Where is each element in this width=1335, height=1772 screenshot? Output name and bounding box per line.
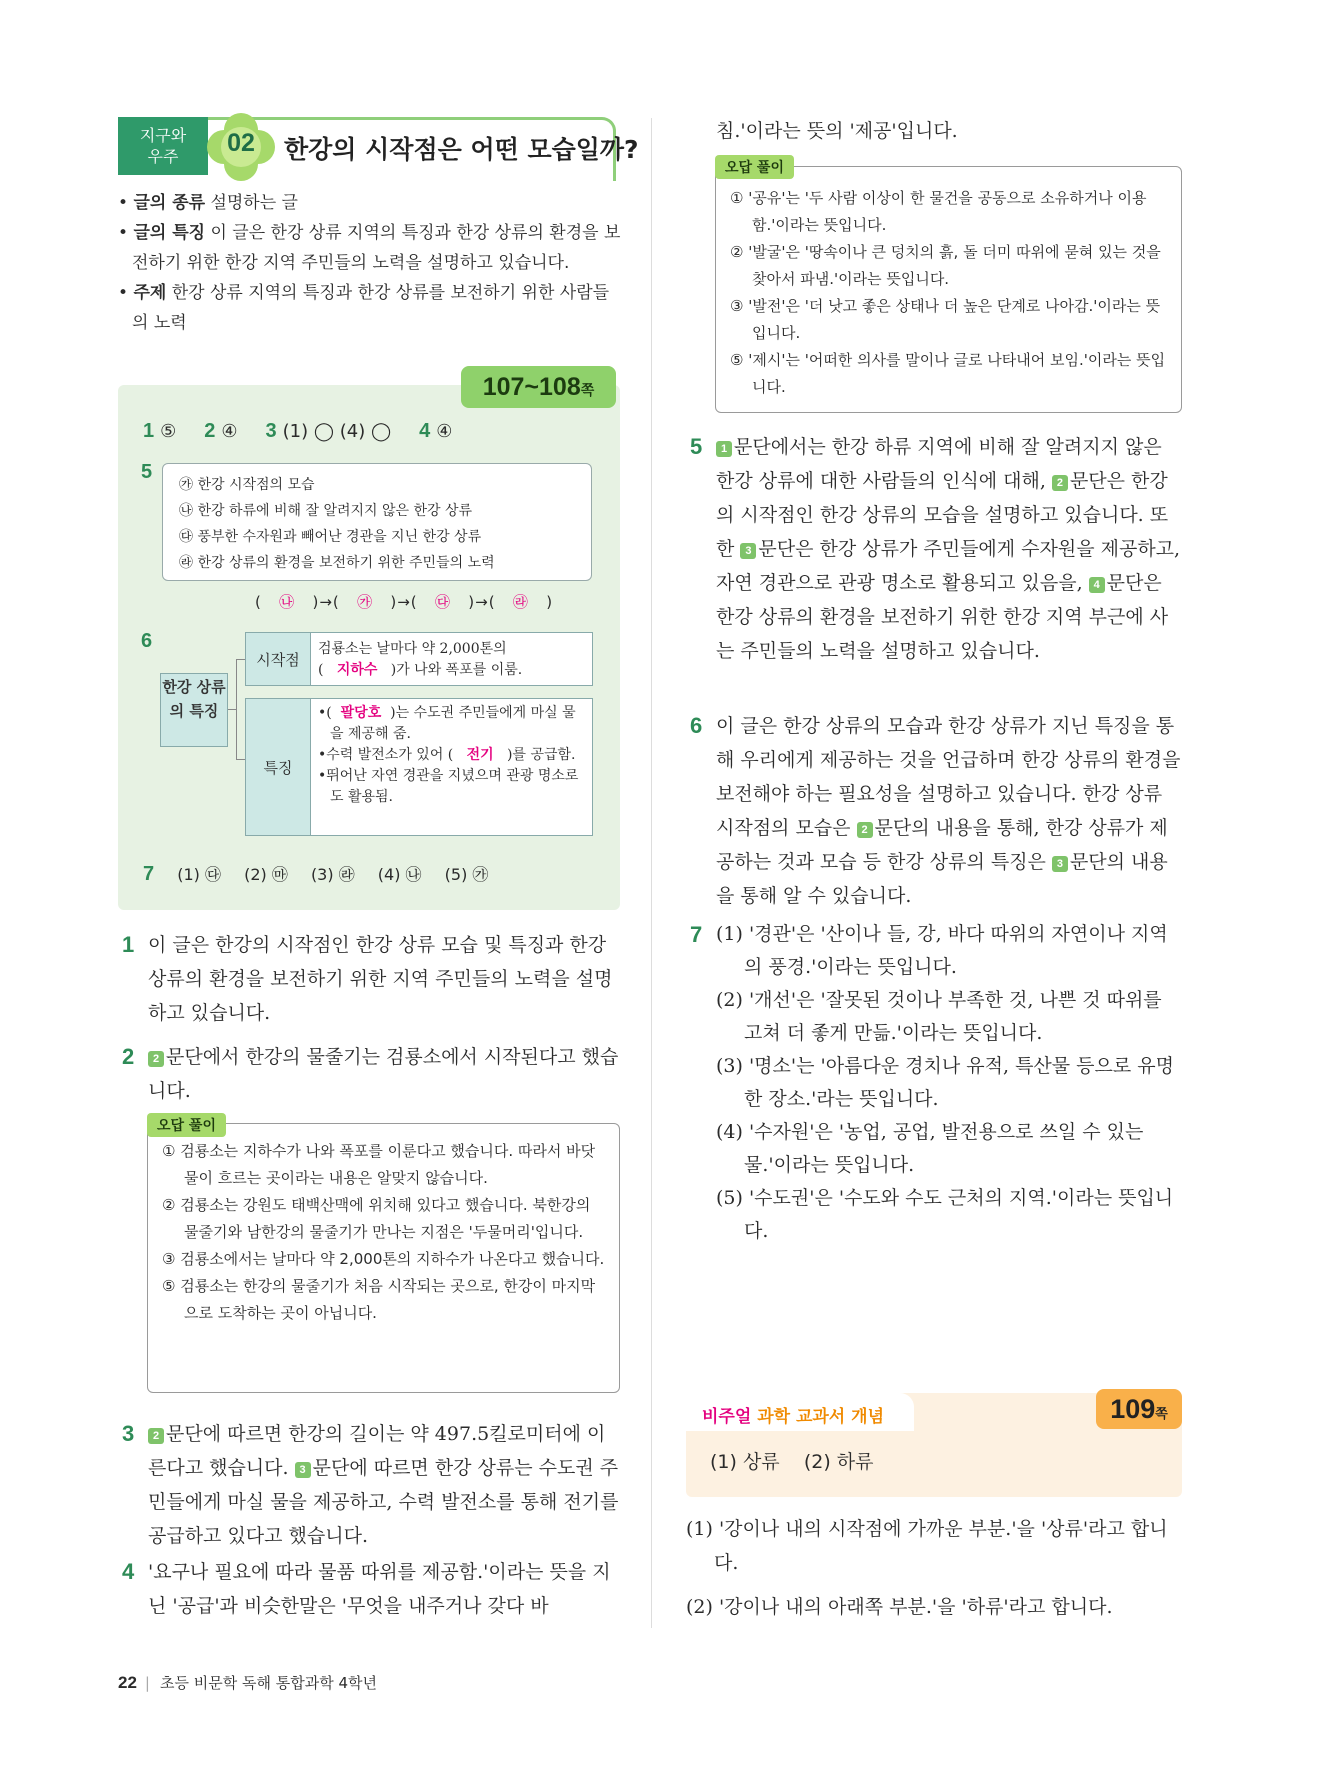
- q5-item: ㉱ 한강 상류의 환경을 보전하기 위한 주민들의 노력: [179, 555, 495, 571]
- connector: [228, 709, 236, 710]
- connector: [236, 759, 245, 760]
- footer: 22 | 초등 비문학 독해 통합과학 4학년: [118, 1673, 377, 1692]
- explanation-7: 7 (1) '경관'은 '산이나 들, 강, 바다 따위의 자연이나 지역의 풍경.'이라는 뜻입니다. (2) '개선'은 '잘못된 것이나 부족한 것, 나쁜 것 따위를 고쳐 더 좋게 만듦.'이라는 뜻입니다. (3) '명소'는 '아름다운 경치나 유적, 특산물 등으로 유명한 장소.'라는 뜻입니다. (4) '수자원'은 '농업, 공업, 발전용으로 쓰일 수 있는 물.'이라는 뜻입니다. (5) '수도권'은 '수도와 수도 근처의 지역.'이라는 뜻입니다.: [690, 922, 1174, 1242]
- q6-start-text: 검룡소는 날마다 약 2,000톤의 ( 지하수 )가 나와 폭포를 이룸.: [318, 641, 523, 678]
- q5-item: ㉯ 한강 하류에 비해 잘 알려지지 않은 한강 상류: [179, 503, 473, 519]
- column-divider: [651, 118, 652, 1628]
- page-title: 한강의 시작점은 어떤 모습일까?: [284, 135, 639, 164]
- visual-exp-1: (1) '강이나 내의 시작점에 가까운 부분.'을 '상류'라고 합니다.: [686, 1518, 1168, 1574]
- q5-item: ㉰ 풍부한 수자원과 빼어난 경관을 지닌 한강 상류: [179, 529, 482, 545]
- q5-number: 5: [141, 461, 153, 483]
- explanation-3: 3 2 문단에 따르면 한강의 길이는 약 497.5킬로미터에 이른다고 했습니다. 3 문단에 따르면 한강 상류는 수도권 주민들에게 마실 물을 제공하고, 수력 발전소를 통해 전기를 공급하고 있다고 했습니다.: [122, 1421, 619, 1547]
- q6-start-label: 시작점: [246, 633, 311, 685]
- q7-answers: 7 (1) ㉰ (2) ㉲ (3) ㉱ (4) ㉯ (5) ㉮: [143, 863, 489, 885]
- explanation-4: 4 '요구나 필요에 따라 물품 따위를 제공함.'이라는 뜻을 지닌 '공급'과 비슷한말은 '무엇을 내주거나 갖다 바: [122, 1559, 611, 1617]
- explanation-2: 2 2 문단에서 한강의 물줄기는 검룡소에서 시작된다고 했습니다.: [122, 1044, 619, 1102]
- book-title: 초등 비문학 독해 통합과학 4학년: [159, 1674, 377, 1692]
- q5-item: ㉮ 한강 시작점의 모습: [179, 477, 315, 493]
- answer-item: 1 ⑤: [143, 420, 177, 442]
- q6-feature-box: [245, 698, 593, 836]
- answer-row-1: [143, 420, 480, 443]
- answer-item: 4 ④: [419, 420, 453, 442]
- explanation-5: 5 1 문단에서는 한강 하류 지역에 비해 잘 알려지지 않은 한강 상류에 대한 사람들의 인식에 대해, 2 문단은 한강의 시작점인 한강 상류의 모습을 설명하고 있습니다. 또한 3 문단은 한강 상류가 주민들에게 수자원을 제공하고, 자연 경관으로 관광 명소로 활용되고 있음을, 4 문단은 한강 상류의 환경을 보전하기 위한 한강 지역 부근에 사는 주민들의 노력을 설명하고 있습니다.: [690, 434, 1181, 662]
- connector: [236, 659, 245, 660]
- answer-item: 3 (1) ◯ (4) ◯: [265, 420, 392, 442]
- q6-start-box: [245, 632, 593, 686]
- odap-box-right: ① '공유'는 '두 사람 이상이 한 물건을 공동으로 소유하거나 이용함.'이라는 뜻입니다. ② '발굴'은 '땅속이나 큰 덩치의 흙, 돌 더미 따위에 묻혀 있는 것을 찾아서 파냄.'이라는 뜻입니다. ③ '발전'은 '더 낫고 좋은 상태나 더 높은 단계로 나아감.'이라는 뜻입니다. ⑤ '제시'는 '어떠한 의사를 말이나 글로 나타내어 보임.'이라는 뜻입니다.: [715, 166, 1182, 413]
- summary: • 글의 종류 설명하는 글 • 글의 특징 이 글은 한강 상류 지역의 특징과 한강 상류의 환경을 보전하기 위한 한강 지역 주민들의 노력을 설명하고 있습니다. • 주제 한강 상류 지역의 특징과 한강 상류를 보전하기 위한 사람들의 노력: [118, 193, 621, 333]
- visual-page-tag: 109쪽: [1096, 1389, 1182, 1429]
- unit-label: 지구와 우주: [118, 117, 208, 175]
- visual-title: 비주얼 과학 교과서 개념: [702, 1407, 884, 1427]
- page-number: 22: [118, 1673, 137, 1692]
- answer-item: 2 ④: [204, 420, 238, 442]
- lesson-number: 02: [227, 129, 255, 157]
- q5-order: ( ㉯ )→( ㉮ )→( ㉰ )→( ㉱ ): [255, 593, 554, 611]
- visual-exp-2: (2) '강이나 내의 아래쪽 부분.'을 '하류'라고 합니다.: [686, 1596, 1113, 1618]
- q6-feature-label: 특징: [246, 699, 311, 835]
- explanation-4-cont: 침.'이라는 뜻의 '제공'입니다.: [716, 120, 958, 142]
- connector: [236, 659, 237, 759]
- q6-number: 6: [141, 630, 153, 652]
- visual-answers: (1) 상류 (2) 하류: [710, 1451, 874, 1473]
- q5-box: [162, 463, 592, 581]
- explanation-6: 6 이 글은 한강 상류의 모습과 한강 상류가 지닌 특징을 통해 우리에게 제공하는 것을 언급하며 한강 상류의 환경을 보전해야 하는 필요성을 설명하고 있습니다. 한강 상류 시작점의 모습은 2 문단의 내용을 통해, 한강 상류가 제공하는 것과 모습 등 한강 상류의 특징은 3 문단의 내용을 통해 알 수 있습니다.: [690, 713, 1181, 907]
- odap-label-right: 오답 풀이: [715, 155, 794, 179]
- odap-box-left: ① 검룡소는 지하수가 나와 폭포를 이룬다고 했습니다. 따라서 바닷물이 흐르는 곳이라는 내용은 알맞지 않습니다. ② 검룡소는 강원도 태백산맥에 위치해 있다고 했습니다. 북한강의 물줄기와 남한강의 물줄기가 만나는 지점은 '두물머리'입니다. ③ 검룡소에서는 날마다 약 2,000톤의 지하수가 나온다고 했습니다. ⑤ 검룡소는 한강의 물줄기가 처음 시작되는 곳으로, 한강이 마지막으로 도착하는 곳이 아닙니다.: [147, 1123, 620, 1393]
- page-tag: 107~108쪽: [461, 366, 616, 408]
- explanation-1: 1 이 글은 한강의 시작점인 한강 상류 모습 및 특징과 한강 상류의 환경을 보전하기 위한 지역 주민들의 노력을 설명하고 있습니다.: [122, 932, 613, 1024]
- q6-feature-text: •( 팔당호 )는 수도권 주민들에게 마실 물을 제공해 줌. •수력 발전소가 있어 ( 전기 )를 공급함. •뛰어난 자연 경관을 지녔으며 관광 명소로도 활용됨.: [318, 705, 579, 805]
- q6-root: 한강 상류의 특징: [160, 673, 228, 747]
- odap-label-left: 오답 풀이: [147, 1113, 226, 1137]
